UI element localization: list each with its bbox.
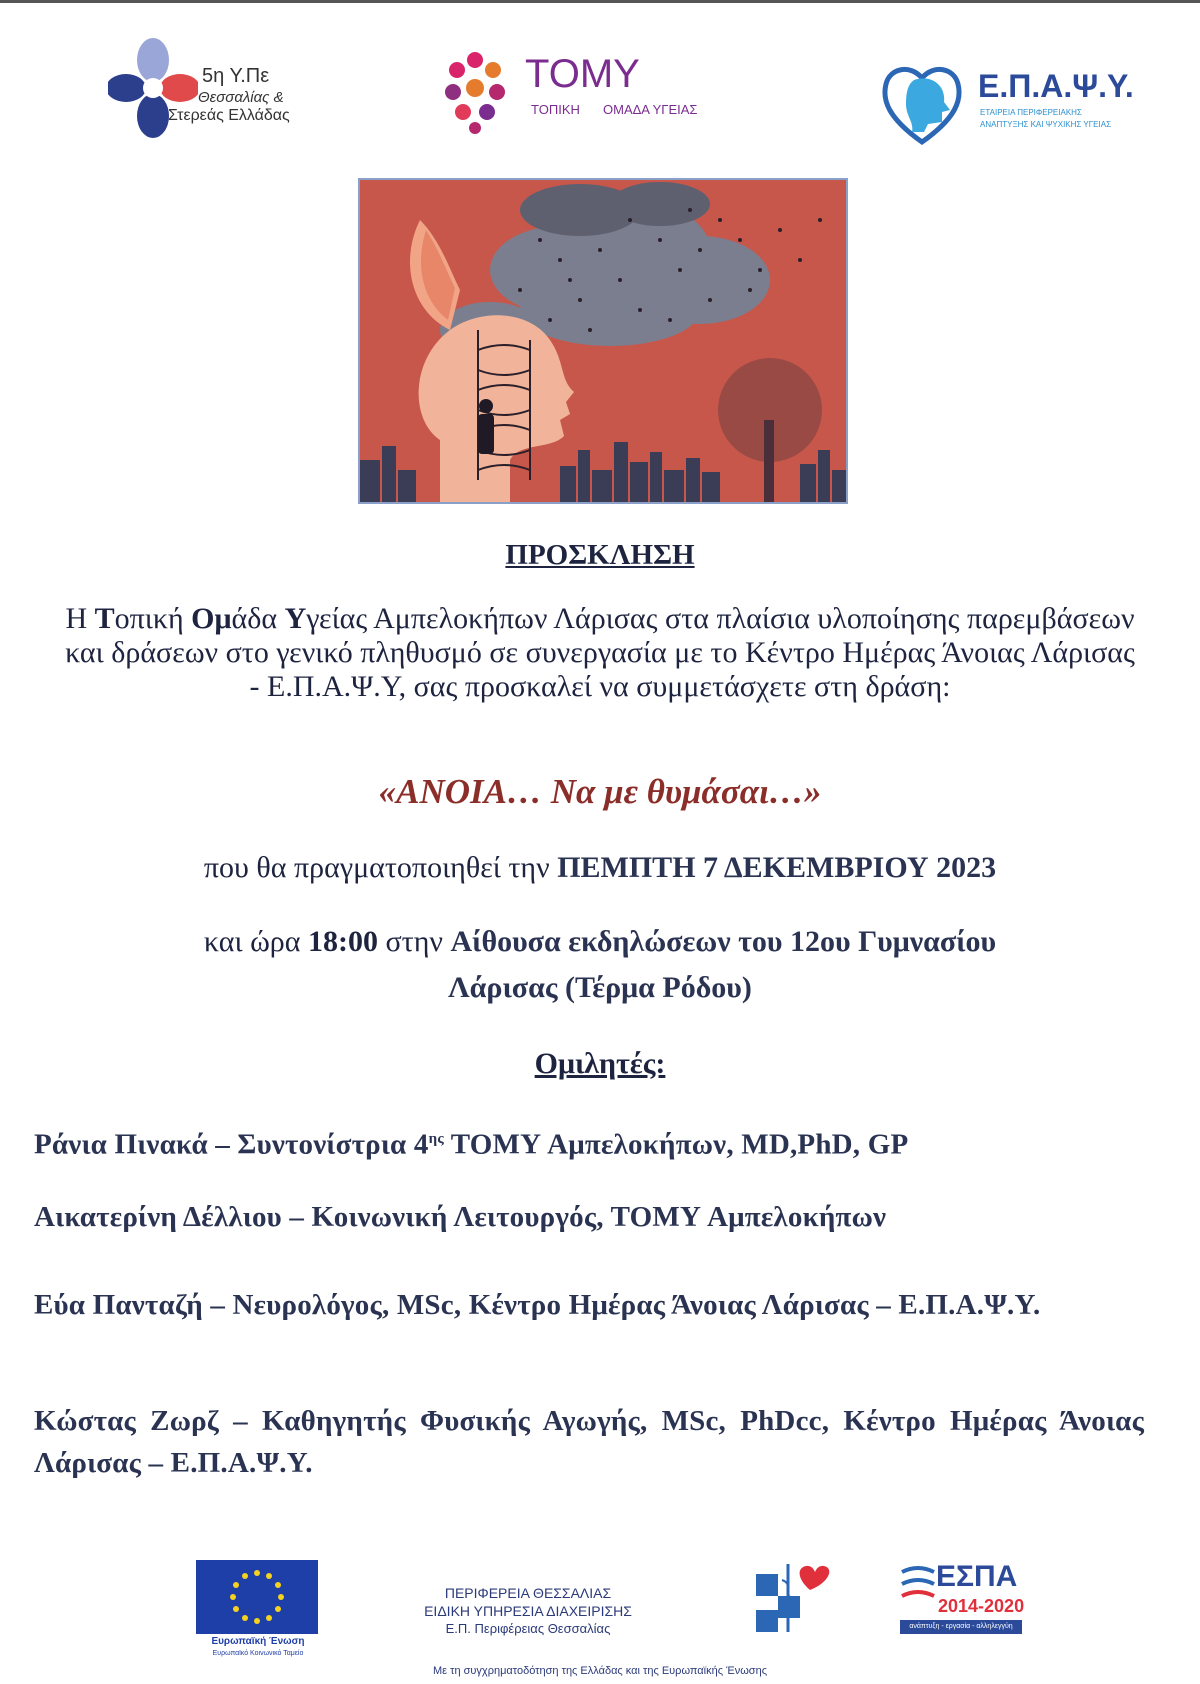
ype-logo <box>108 32 308 144</box>
espa-years: 2014-2020 <box>938 1596 1025 1616</box>
speaker-4: Κώστας Ζωρζ – Καθηγητής Φυσικής Αγωγής, MSc, PhDcc, Κέντρο Ημέρας Άνοιας Λάρισας – Ε.Π.Α.Ψ.Υ. <box>34 1405 1144 1479</box>
speaker-1-role: ΤΟΜΥ Αμπελοκήπων, MD,PhD, GP <box>443 1128 909 1161</box>
speaker-3: Εύα Πανταζή – Νευρολόγος, MSc, Κέντρο Ημέρας Άνοιας Λάρισας – Ε.Π.Α.Ψ.Υ. <box>34 1289 1041 1321</box>
tomy-subtitle-a: ΤΟΠΙΚΗ <box>531 102 580 117</box>
event-time: 18:00 <box>308 925 378 958</box>
speaker-2: Αικατερίνη Δέλλιου – Κοινωνική Λειτουργός, ΤΟΜΥ Αμπελοκήπων <box>34 1201 887 1233</box>
speakers-heading: Ομιλητές: <box>534 1047 666 1080</box>
epapsy-title: Ε.Π.Α.Ψ.Υ. <box>978 68 1134 104</box>
intro-part-4: γείας Αμπελοκήπων Λάρισας στα πλαίσια υλοποίησης παρεμβάσεων και δράσεων στο γενικό πληθυσμό σε συνεργασία με το Κέντρο Ημέρας Άνοιας Λάρισας - Ε.Π.Α.Ψ.Υ, σας προσκαλεί να συμμετάσχετε στη δράση: <box>65 602 1135 703</box>
eu-logo <box>196 1560 320 1660</box>
eu-label: Ευρωπαϊκή Ένωση <box>211 1636 305 1647</box>
region-line-3: Ε.Π. Περιφέρειας Θεσσαλίας <box>445 1621 611 1636</box>
speaker-1-ordinal: ης <box>428 1131 444 1147</box>
ype-line2: Θεσσαλίας & <box>198 89 284 106</box>
venue-line-1: Αίθουσα εκδηλώσεων του 12ου Γυμνασίου <box>450 925 997 958</box>
ype-line1: 5η Υ.Πε <box>202 65 270 87</box>
region-line-2: ΕΙΔΙΚΗ ΥΠΗΡΕΣΙΑ ΔΙΑΧΕΙΡΙΣΗΣ <box>424 1603 632 1619</box>
tomy-flower-icon <box>435 46 515 136</box>
epapsy-logo <box>878 60 1138 150</box>
page-title: ΠΡΟΣΚΛΗΣΗ <box>505 539 695 571</box>
date-line <box>0 850 1200 886</box>
ype-line3: Στερεάς Ελλάδας <box>168 107 290 124</box>
espa-logo <box>900 1560 1030 1640</box>
tomy-subtitle-b: ΟΜΑΔΑ ΥΓΕΙΑΣ <box>603 102 698 117</box>
time-middle: στην <box>378 925 451 958</box>
tomy-logo <box>435 46 715 142</box>
cofunding-note: Με τη συγχρηματοδότηση της Ελλάδας και της Ευρωπαϊκής Ένωσης <box>432 1665 768 1677</box>
event-title: «ΑΝΟΙΑ… Να με θυμάσαι…» <box>378 772 822 811</box>
intro-letter-y: Υ <box>284 602 307 635</box>
intro-letters-om: Ομ <box>191 602 232 635</box>
intro-letter-t: Τ <box>94 602 115 635</box>
region-logo <box>398 1584 658 1644</box>
epapsy-subtitle-a: ΕΤΑΙΡΕΙΑ ΠΕΡΙΦΕΡΕΙΑΚΗΣ <box>980 108 1082 117</box>
intro-part-3: άδα <box>231 602 285 635</box>
espa-title: ΕΣΠΑ <box>936 1560 1018 1593</box>
intro-part-2: οπική <box>114 602 192 635</box>
event-date: ΠΕΜΠΤΗ 7 ΔΕΚΕΜΒΡΙΟΥ 2023 <box>557 851 997 884</box>
intro-part-1: Η <box>65 602 95 635</box>
venue-line-2: Λάρισας (Τέρμα Ρόδου) <box>448 971 752 1004</box>
speaker-1 <box>34 1118 1144 1166</box>
time-prefix: και ώρα <box>203 925 308 958</box>
speaker-1-name: Ράνια Πινακά – Συντονίστρια 4 <box>34 1128 429 1161</box>
top-border <box>0 0 1200 3</box>
poster-illustration <box>358 178 848 504</box>
date-prefix: που θα πραγματοποιηθεί την <box>203 851 558 884</box>
health-cross-icon <box>752 1560 832 1636</box>
intro-paragraph <box>60 602 1140 704</box>
epapsy-subtitle-b: ΑΝΑΠΤΥΞΗΣ ΚΑΙ ΨΥΧΙΚΗΣ ΥΓΕΙΑΣ <box>980 120 1112 129</box>
eu-fund-label: Ευρωπαϊκό Κοινωνικό Ταμείο <box>212 1650 304 1657</box>
espa-waves-icon <box>900 1564 936 1604</box>
time-line <box>0 924 1200 960</box>
espa-tagline: ανάπτυξη - εργασία - αλληλεγγύη <box>900 1620 1022 1634</box>
region-line-1: ΠΕΡΙΦΕΡΕΙΑ ΘΕΣΣΑΛΙΑΣ <box>444 1585 612 1601</box>
health-ministry-logo <box>752 1560 832 1636</box>
eu-flag-icon <box>196 1560 318 1634</box>
epapsy-head-icon <box>878 60 966 146</box>
tomy-title: ΤΟΜΥ <box>525 52 640 96</box>
